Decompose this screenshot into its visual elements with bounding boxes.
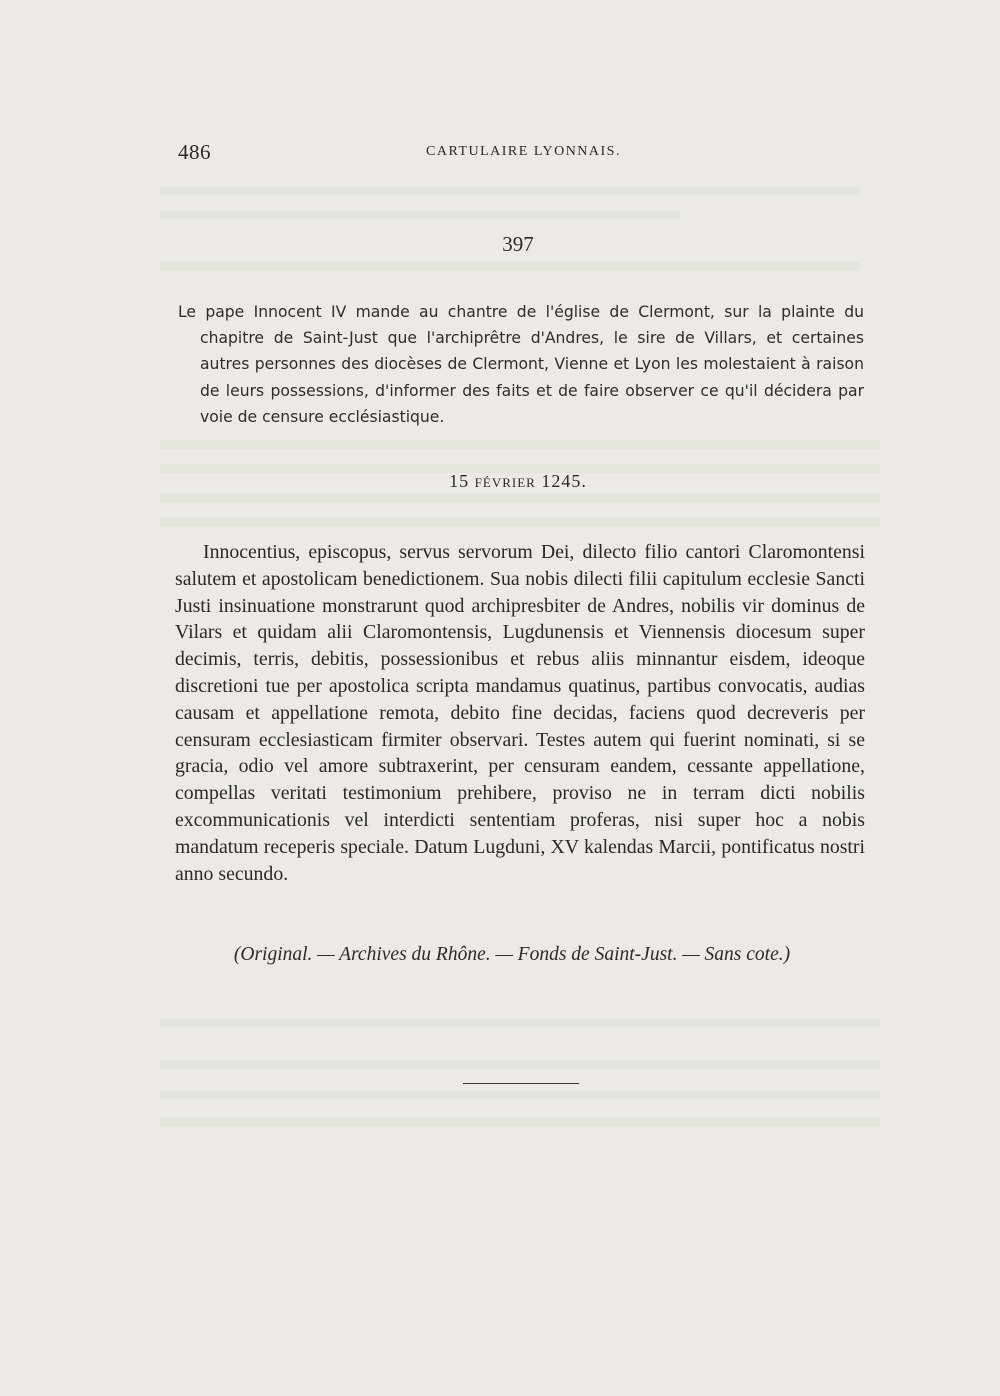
bleed-through-line [160, 186, 860, 195]
date-year: 1245. [541, 471, 587, 491]
date-day: 15 [449, 471, 470, 491]
document-date [0, 471, 1000, 492]
date-month: FÉVRIER [474, 475, 536, 490]
bleed-through-line [160, 210, 680, 219]
bleed-through-line [160, 518, 880, 527]
bleed-through-line [160, 440, 880, 449]
bleed-through-line [160, 1090, 880, 1099]
document-summary: Le pape Innocent IV mande au chantre de l'église de Clermont, sur la plainte du chapitre de Saint-Just que l'archiprêtre d'Andres, le sire de Villars, et certaines autres personnes des diocèses de Clermont, Vienne et Lyon les molestaient à raison de leurs possessions, d'informer des faits et de faire observer ce qu'il décidera par voie de censure ecclésiastique. [178, 303, 864, 426]
page-header [178, 140, 868, 170]
document-number: 397 [502, 232, 534, 256]
bleed-through-line [160, 1060, 880, 1069]
page-number: 486 [178, 140, 211, 164]
bleed-through-line [160, 1118, 880, 1127]
footnote-rule [463, 1083, 579, 1084]
running-title: CARTULAIRE LYONNAIS. [426, 144, 621, 159]
document-body: Innocentius, episcopus, servus servorum Dei, dilecto filio cantori Claromontensi salutem et apostolicam benedictionem. Sua nobis dilecti filii capitulum ecclesie Sancti Justi insinuatione monstrarunt quod archipresbiter de Andres, nobilis vir dominus de Vilars et quidam alii Claromontensis, Lugdunensis et Viennensis diocesum super decimis, terris, debitis, possessionibus et rebus aliis minnantur eisdem, ideoque discretioni tue per apostolica scripta mandamus quatinus, partibus convocatis, audias causam et appellatione remota, debito fine decidas, faciens quod decreveris per censuram ecclesiasticam firmiter observari. Testes autem qui fuerint nominati, si se gracia, odio vel amore subtraxerint, per censuram eandem, cessante appellatione, compellas veritati testimonium prehibere, proviso ne in terram dicti nobilis excommunicationis vel interdicti sententiam proferas, nisi super hoc a nobis mandatum receperis speciale. Datum Lugduni, XV kalendas Marcii, pontificatus nostri anno secundo. [175, 541, 865, 885]
bleed-through-line [160, 1018, 880, 1027]
source-citation: (Original. — Archives du Rhône. — Fonds de Saint-Just. — Sans cote.) [233, 944, 791, 965]
bleed-through-line [160, 494, 880, 503]
bleed-through-line [160, 262, 860, 271]
